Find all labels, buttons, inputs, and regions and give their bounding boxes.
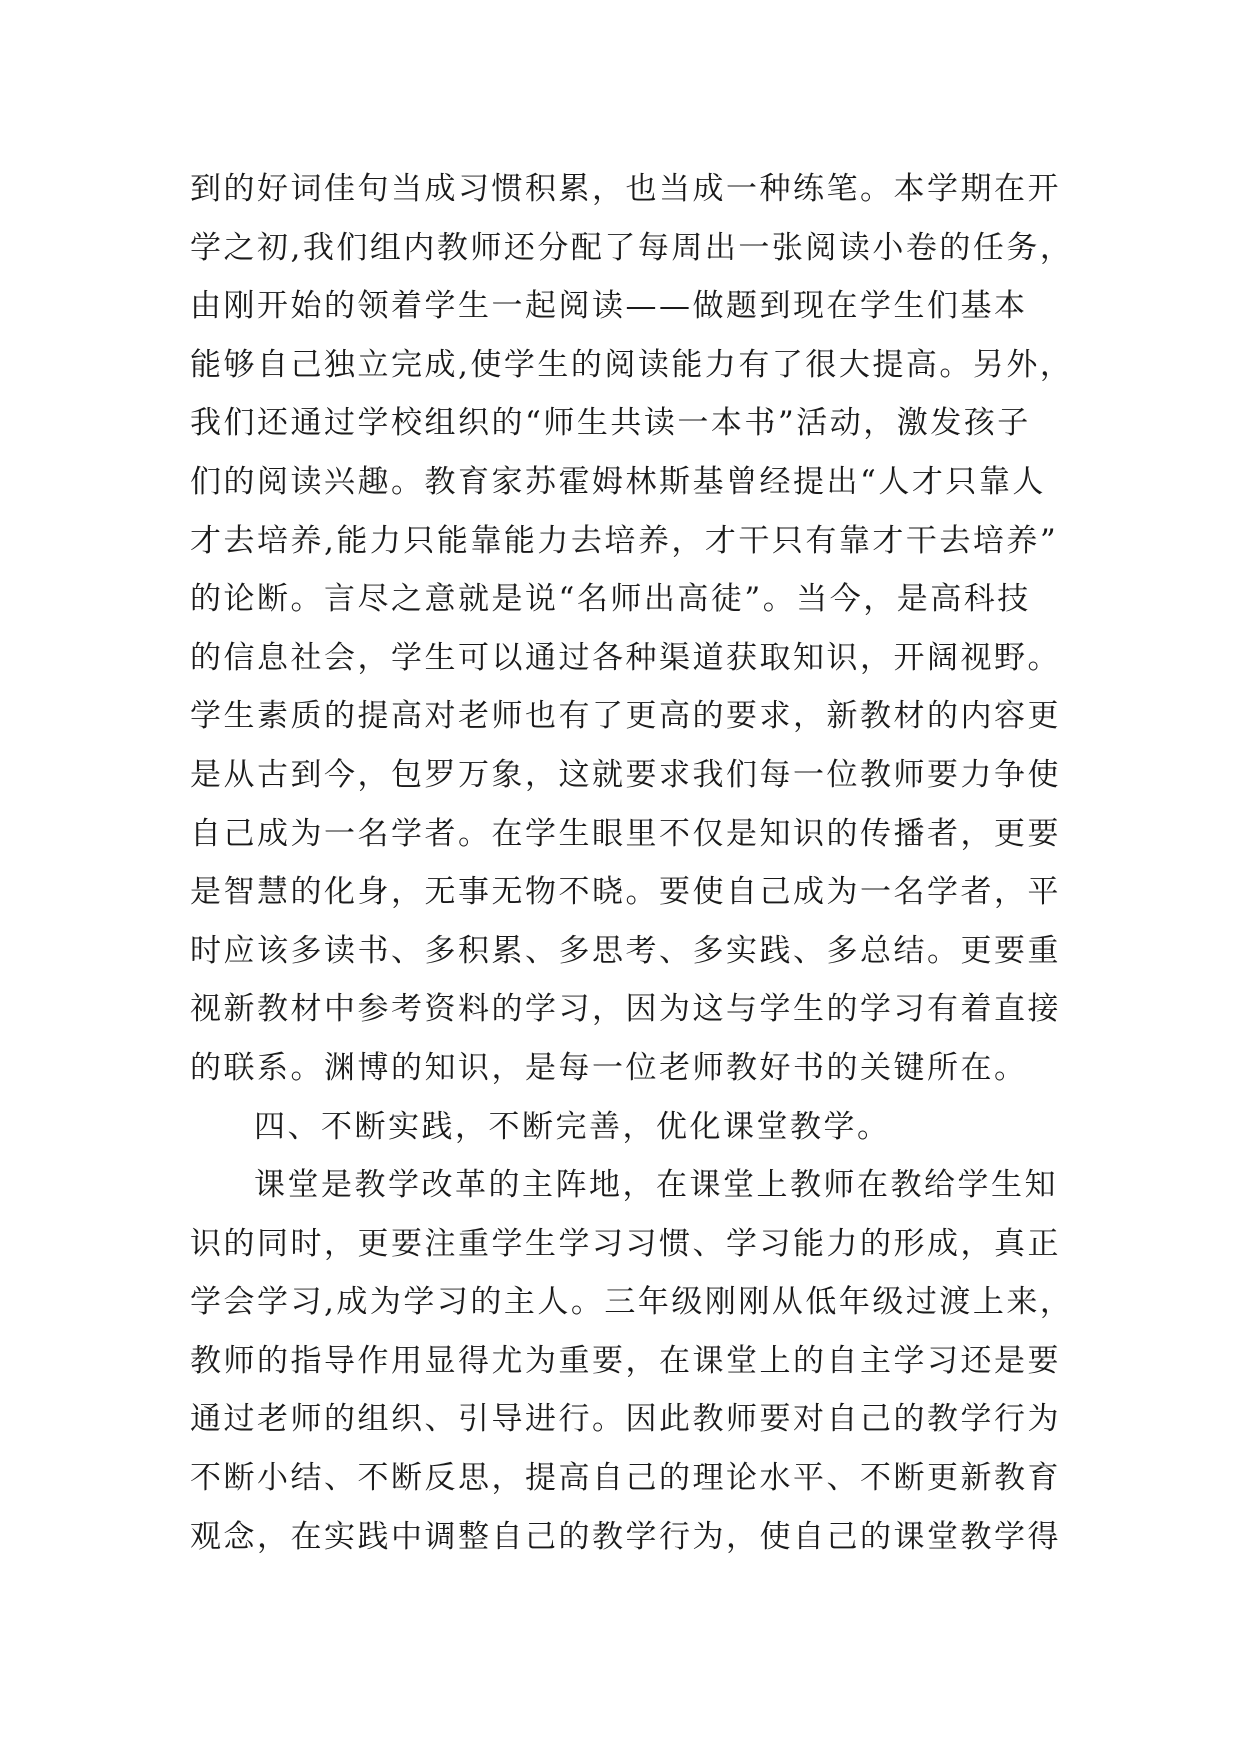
text-line: 学生素质的提高对老师也有了更高的要求，新教材的内容更 bbox=[190, 698, 1061, 735]
text-line: 学会学习,成为学习的主人。三年级刚刚从低年级过渡上来， bbox=[190, 1284, 1074, 1321]
body-text bbox=[190, 160, 1090, 1566]
text-line: 不断小结、不断反思，提高自己的理论水平、不断更新教育 bbox=[190, 1460, 1061, 1497]
text-line: 时应该多读书、多积累、多思考、多实践、多总结。更要重 bbox=[190, 932, 1061, 969]
text-line: 学之初,我们组内教师还分配了每周出一张阅读小卷的任务， bbox=[190, 229, 1074, 266]
text-line: 的论断。言尽之意就是说“名师出高徒”。当今，是高科技 bbox=[190, 581, 1031, 618]
text-line: 自己成为一名学者。在学生眼里不仅是知识的传播者，更要 bbox=[190, 815, 1061, 852]
text-line: 由刚开始的领着学生一起阅读——做题到现在学生们基本 bbox=[190, 288, 1028, 325]
text-line: 观念，在实践中调整自己的教学行为，使自己的课堂教学得 bbox=[190, 1518, 1061, 1555]
text-line: 课堂是教学改革的主阵地，在课堂上教师在教给学生知 bbox=[254, 1167, 1058, 1204]
text-line: 的信息社会，学生可以通过各种渠道获取知识，开阔视野。 bbox=[190, 639, 1061, 676]
text-line: 识的同时，更要注重学生学习习惯、学习能力的形成，真正 bbox=[190, 1225, 1061, 1262]
text-line: 教师的指导作用显得尤为重要，在课堂上的自主学习还是要 bbox=[190, 1342, 1061, 1379]
text-line: 视新教材中参考资料的学习，因为这与学生的学习有着直接 bbox=[190, 991, 1061, 1028]
text-line: 是智慧的化身，无事无物不晓。要使自己成为一名学者，平 bbox=[190, 874, 1061, 911]
section-heading: 四、不断实践，不断完善，优化课堂教学。 bbox=[254, 1108, 891, 1145]
text-line: 的联系。渊博的知识，是每一位老师教好书的关键所在。 bbox=[190, 1049, 1028, 1086]
text-line: 能够自己独立完成,使学生的阅读能力有了很大提高。另外， bbox=[190, 346, 1074, 383]
text-line: 我们还通过学校组织的“师生共读一本书”活动，激发孩子 bbox=[190, 405, 1031, 442]
text-line: 到的好词佳句当成习惯积累，也当成一种练笔。本学期在开 bbox=[190, 171, 1061, 207]
text-line: 是从古到今，包罗万象，这就要求我们每一位教师要力争使 bbox=[190, 756, 1061, 793]
text-line: 才去培养,能力只能靠能力去培养，才干只有靠才干去培养” bbox=[190, 522, 1059, 559]
text-line: 通过老师的组织、引导进行。因此教师要对自己的教学行为 bbox=[190, 1401, 1061, 1438]
text-line: 们的阅读兴趣。教育家苏霍姆林斯基曾经提出“人才只靠人 bbox=[190, 463, 1046, 500]
